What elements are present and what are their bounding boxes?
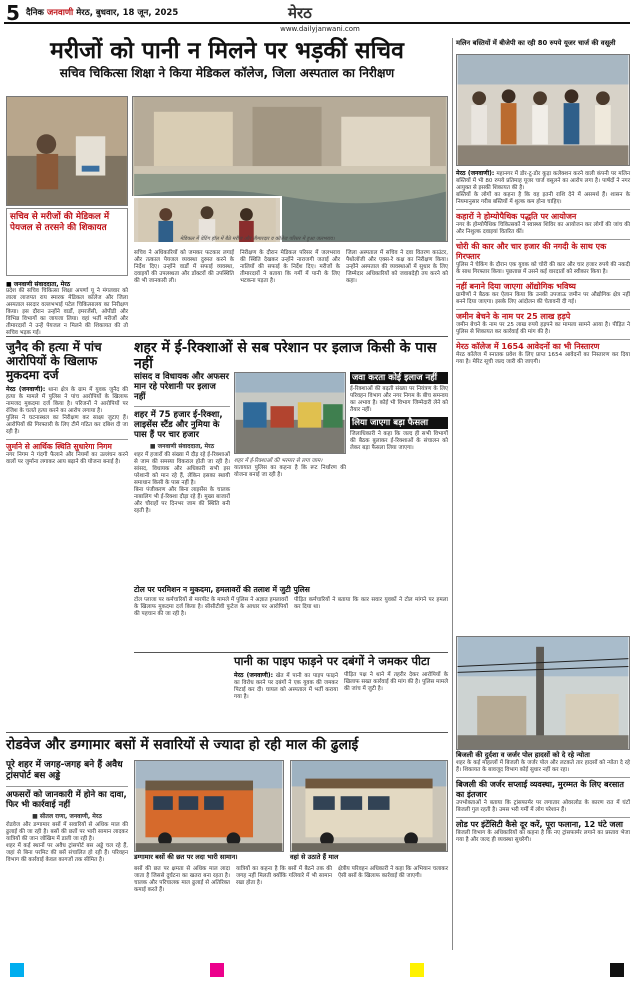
pipe-dateline: मेरठ (जनवाणी): xyxy=(234,672,274,679)
erickshaw-center-col xyxy=(234,458,346,582)
right-top-body xyxy=(456,170,630,630)
right-top-head-6: मेरठ कॉलेज में 1654 आवेदनों का भी निस्तारण xyxy=(456,339,630,352)
lead-byline: ■ जनवाणी संवाददाता, मेरठ xyxy=(6,281,71,288)
right-top-dateline: मेरठ (जनवाणी): xyxy=(456,170,495,177)
buses-para-4: यात्रियों का कहना है कि बसों में बैठने तक की जगह नहीं मिलती क्योंकि गलियारे में भी सामान रखा होता है। xyxy=(236,866,332,886)
buses-side-head: पूरे शहर में जगह-जगह बने हैं अवैध ट्रांसपोर्ट बस अड्डे xyxy=(6,760,123,781)
print-registration-bar xyxy=(0,960,634,980)
lead-side-headline: सचिव से मरीजों की मेडिकल में पेयजल से तरसने की शिकायत xyxy=(10,212,110,233)
erickshaw-right-col xyxy=(350,372,448,582)
buses-photo-1 xyxy=(134,760,284,852)
right-top-para-6: जमीन बेचने के नाम पर 25 लाख रुपये हड़पने का मामला सामने आया है। पीड़ित ने पुलिस से शिकायत कर कार्रवाई की मांग की है। xyxy=(456,322,630,335)
buses-photo1-caption: डग्गामार बसों की छत पर लदा भारी सामान। xyxy=(134,853,238,861)
erickshaw-quote: शहर में 75 हजार ई-रिक्शा, लाइसेंस स्टैंड और नुमिया के पास हैं पर चार हजार xyxy=(134,406,230,440)
junaid-para-2: पुलिस ने घटनास्थल का निरीक्षण कर साक्ष्य जुटाए हैं। आरोपियों की गिरफ्तारी के लिए टीमें गठित कर दबिश दी जा रही है। xyxy=(6,415,128,435)
buses-para-3: बसों की छत पर क्षमता से अधिक माल लादा जाता है जिससे दुर्घटना का खतरा बना रहता है। चालक और परिचालक माल ढुलाई से अतिरिक्त कमाई करते हैं। xyxy=(134,866,230,893)
erickshaw-byline: ■ जनवाणी संवाददाता, मेरठ xyxy=(149,443,215,450)
lead-para-1: प्रदेश की सचिव चिकित्सा शिक्षा अपर्णा यू ने मंगलवार को लाला लाजपत राय स्मारक मेडिकल कॉलेज और जिला अस्पताल सरदार वल्लभभाई पटेल चिकित्सालय का निरीक्षण किया। इस दौरान उन्होंने वार्डों, इमरजेंसी, ओपीडी और विभिन्न विभागों का जायजा लिया। वहां भर्ती मरीजों और तीमारदारों ने उन्हें पेयजल न मिलने की शिकायत की तो सचिव भड़क गईं। xyxy=(6,288,128,336)
paper-name: जनवाणी xyxy=(46,8,74,18)
right-top-head-2: कहारों ने होम्योपैथिक पद्धति पर आयोजन xyxy=(456,209,630,222)
erickshaw-right-head: जवा करता कोई इलाज नहीं xyxy=(350,372,448,384)
paper-prefix: दैनिक xyxy=(26,8,44,18)
lead-body-col4 xyxy=(346,250,448,332)
right-top-para-2: बस्तियों के लोगों का कहना है कि वह इतनी राशि देने में असमर्थ हैं। शासन के नियमानुसार गरीब बस्तियों में शुल्क कम होना चाहिए। xyxy=(456,192,630,205)
lead-headline: मरीजों को पानी न मिलने पर भड़कीं सचिव xyxy=(50,37,404,64)
right-top-para-4: पुलिस ने चेकिंग के दौरान एक युवक को चोरी की कार और चार हजार रुपये की नकदी के साथ गिरफ्तार किया। पूछताछ में उसने कई वारदातों को स्वीकार किया है। xyxy=(456,262,630,275)
rule-above-pipe xyxy=(134,652,448,653)
column-divider-right xyxy=(452,38,453,950)
lead-body-col3 xyxy=(240,250,340,332)
buses-para-1: रोडवेज और डग्गामार बसों में सवारियों से अधिक माल की ढुलाई की जा रही है। बसों की छतों पर भारी सामान लादकर यात्रियों की जान जोखिम में डाली जा रही है। xyxy=(6,822,128,842)
buses-photo2-caption-block xyxy=(290,854,448,864)
lead-photo-caption: मेडिकल में वेटिंग हॉल में बैठे मरीज और तीमारदार व कॉलेज परिसर में हुआ जलभराव। xyxy=(180,236,335,242)
rule-above-buses xyxy=(6,732,448,733)
pipe-headline-block xyxy=(234,654,448,670)
right-top-para-7: मेरठ कॉलेज में स्नातक प्रवेश के लिए प्राप्त 1654 आवेदनों का निस्तारण कर दिया गया है। मेरिट सूची जल्द जारी की जाएगी। xyxy=(456,352,630,365)
right-bottom-para-3: बिजली विभाग के अधिकारियों का कहना है कि नए ट्रांसफार्मर लगाने का प्रस्ताव भेजा गया है और जल्द ही व्यवस्था सुधरेगी। xyxy=(456,829,630,843)
erickshaw-photo-caption: शहर में ई-रिक्शाओं की भरमार से लगा जाम। xyxy=(234,458,323,464)
lead-body-col1 xyxy=(6,280,128,336)
pipe-para-2: पीड़ित पक्ष ने थाने में तहरीर देकर आरोपियों के खिलाफ सख्त कार्रवाई की मांग की है। पुलिस मामले की जांच में जुटी है। xyxy=(344,672,448,692)
registration-mark-cyan xyxy=(10,963,24,977)
erickshaw-side-col xyxy=(134,372,230,582)
junaid-story xyxy=(6,340,128,652)
right-bottom-body xyxy=(456,752,630,950)
buses-para-2: शहर में कई स्थानों पर अवैध ट्रांसपोर्ट बस अड्डे चल रहे हैं, जहां से बिना परमिट की बसें संचालित हो रही हैं। परिवहन विभाग की कार्रवाई केवल कागजों तक सीमित है। xyxy=(6,843,128,863)
buses-photo1-caption-block xyxy=(134,854,284,864)
right-top-para-3: नगर के होम्योपैथिक चिकित्सकों ने स्वास्थ्य शिविर का आयोजन कर लोगों की जांच की और निशुल्क दवाइयां वितरित कीं। xyxy=(456,222,630,235)
erickshaw-right-para-2: जिलाधिकारी ने कहा कि जल्द ही सभी विभागों की बैठक बुलाकर ई-रिक्शाओं के संचालन को लेकर बड़ा फैसला लिया जाएगा। xyxy=(350,431,448,451)
erickshaw-right-head-2: लिया जाएगा बड़ा फैसला xyxy=(350,417,448,429)
lead-subheadline: सचिव चिकित्सा शिक्षा ने किया मेडिकल कॉलेज, जिला अस्पताल का निरीक्षण xyxy=(59,65,395,80)
junaid-para-1: थाना क्षेत्र के ग्राम में युवक जुनैद की हत्या के मामले में पुलिस ने पांच आरोपियों के खिलाफ नामजद मुकदमा दर्ज किया है। परिजनों ने आरोपियों पर रंजिश के चलते हत्या करने का आरोप लगाया है। xyxy=(6,387,128,414)
registration-mark-yellow xyxy=(410,963,424,977)
right-top-head-5: जमीन बेचने के नाम पर 25 लाख हड़पे xyxy=(456,309,630,322)
buses-side-head-2: अफसरों को जानकारी में होने का दावा, फिर भी कार्रवाई नहीं xyxy=(6,786,128,810)
section-title: मेरठ xyxy=(288,4,312,22)
lead-side-box xyxy=(6,208,128,276)
buses-para-5: क्षेत्रीय परिवहन अधिकारी ने कहा कि अभियान चलाकर ऐसी बसों के खिलाफ कार्रवाई की जाएगी। xyxy=(338,866,448,879)
junaid-dateline: मेरठ (जनवाणी): xyxy=(6,386,46,393)
erickshaw-para-1: शहर में हजारों की संख्या में दौड़ रहे ई-रिक्शाओं से जाम की समस्या विकराल होती जा रही है। सांसद, विधायक और अधिकारी सभी इस परेशानी को मान रहे हैं, लेकिन इसका स्थायी समाधान किसी के पास नहीं है। xyxy=(134,452,230,486)
pipe-headline: पानी का पाइप फाड़ने पर दबंगों ने जमकर पीटा xyxy=(234,654,430,668)
website-url[interactable]: www.dailyjanwani.com xyxy=(280,25,360,33)
lead-para-3: निरीक्षण के दौरान मेडिकल परिसर में जलभराव की स्थिति देखकर उन्होंने नाराजगी जताई और नालियों की सफाई के निर्देश दिए। मरीजों के तीमारदारों ने बताया कि गर्मी में पानी के लिए भटकना पड़ता है। xyxy=(240,250,340,284)
buses-body-col4 xyxy=(338,866,448,950)
erickshaw-headline: शहर में ई-रिक्शाओं से सब परेशान पर इलाज किसी के पास नहीं xyxy=(134,340,437,372)
buses-byline: ■ सीतल राणा, जनवाणी, मेरठ xyxy=(32,813,102,820)
lead-body-col2 xyxy=(134,250,234,332)
right-bottom-head-2: बिजली की जर्जर सप्लाई व्यवस्था, मुरम्मत के लिए बरसात का इंतजार xyxy=(456,777,630,800)
right-bottom-head-3: लोड पर इंटेंसिटी कैसे दूर करें, पूरा फलाना, 12 घंटे जला xyxy=(456,817,630,830)
lead-para-4: जिला अस्पताल में सचिव ने दवा वितरण काउंटर, पैथोलॉजी और एक्स-रे कक्ष का निरीक्षण किया। उन्होंने अस्पताल की व्यवस्थाओं में सुधार के लिए जिम्मेदार अधिकारियों को जवाबदेही तय करने को कहा। xyxy=(346,250,448,284)
erickshaw-side-head: सांसद व विधायक और अफसर मान रहे परेशानी पर इलाज नहीं xyxy=(134,372,230,402)
right-top-photo-caption: मलिन बस्तियों में बीजेपी का रही 80 रुपये यूजर चार्ज की वसूली xyxy=(456,39,616,47)
right-bottom-para-2: उपभोक्ताओं ने बताया कि ट्रांसफार्मर पर लगातार ओवरलोड के कारण रात में घंटों बिजली गुल रहती है। उमस भरी गर्मी में लोग परेशान हैं। xyxy=(456,799,630,813)
toll-story xyxy=(134,586,448,648)
lead-photo-1 xyxy=(6,96,128,206)
junaid-head-2: जुर्माने से आर्थिक स्थिति सुधारेगा निगम xyxy=(6,439,128,452)
right-bottom-caption: बिजली की दुर्दशा व जर्जर पोल हादसों को दे रहे न्योता xyxy=(456,751,590,759)
pipe-body xyxy=(234,672,448,728)
right-top-photo xyxy=(456,54,630,166)
erickshaw-right-para: ई-रिक्शाओं की बढ़ती संख्या पर नियंत्रण के लिए परिवहन विभाग और नगर निगम के बीच समन्वय का अभाव है। कोई भी विभाग जिम्मेदारी लेने को तैयार नहीं। xyxy=(350,386,448,413)
paper-dateline xyxy=(26,7,178,18)
erickshaw-photo xyxy=(234,372,346,454)
buses-headline: रोडवेज और डग्गामार बसों में सवारियों से ज्यादा हो रही माल की ढुलाई xyxy=(6,737,359,753)
right-top-caption-block xyxy=(456,40,630,52)
right-bottom-photo xyxy=(456,636,630,750)
masthead xyxy=(4,2,630,24)
erickshaw-headline-block xyxy=(134,340,448,372)
lead-para-2: सचिव ने अधिकारियों को जमकर फटकार लगाई और तत्काल पेयजल व्यवस्था दुरुस्त करने के निर्देश दिए। उन्होंने वार्डों में सफाई व्यवस्था, दवाइयों की उपलब्धता और डॉक्टरों की उपस्थिति की भी जानकारी ली। xyxy=(134,250,234,284)
junaid-para-3: नगर निगम ने गंदगी फैलाने और नियमों का उल्लंघन करने वालों पर जुर्माना लगाकर आय बढ़ाने की योजना बनाई है। xyxy=(6,452,128,465)
right-bottom-para-1: शहर के कई मोहल्लों में बिजली के जर्जर पोल और लटकते तार हादसों को न्योता दे रहे हैं। शिकायत के बावजूद विभाग कोई सुधार नहीं कर रहा। xyxy=(456,759,630,773)
issue-date: मेरठ, बुधवार, 18 जून, 2025 xyxy=(76,8,179,18)
buses-photo2-caption: वहां से उठाते हैं माल xyxy=(290,853,339,861)
lead-headline-block xyxy=(6,38,448,92)
toll-para-1: टोल प्लाजा पर कर्मचारियों से मारपीट के मामले में पुलिस ने अज्ञात हमलावरों के खिलाफ मुकदमा दर्ज किया है। सीसीटीवी फुटेज के आधार पर आरोपियों की पहचान की जा रही है। xyxy=(134,596,288,617)
right-top-head-4: नहीं बनाने दिया जाएगा ऑद्योगिक भविष्य xyxy=(456,279,630,292)
registration-mark-magenta xyxy=(210,963,224,977)
right-top-para-1: महानगर में डोर-टू-डोर कूड़ा कलेक्शन करने वाली कंपनी पर मलिन बस्तियों में भी 80 रुपये प्रतिमाह यूजर चार्ज वसूलने का आरोप लगा है। पार्षदों ने नगर आयुक्त से इसकी शिकायत की है। xyxy=(456,171,630,191)
junaid-headline: जुनैद की हत्या में पांच आरोपियों के खिलाफ मुकदमा दर्ज xyxy=(6,340,102,382)
registration-mark-black xyxy=(610,963,624,977)
page-number: 5 xyxy=(6,1,20,25)
buses-side-col xyxy=(6,760,128,950)
erickshaw-para-3: यातायात पुलिस का कहना है कि रूट निर्धारण की योजना बनाई जा रही है। xyxy=(234,465,346,478)
erickshaw-para-2: बिना पंजीकरण और बिना लाइसेंस के चालक नाबालिग भी ई-रिक्शा दौड़ा रहे हैं। मुख्य बाजारों और चौराहों पर दिनभर जाम की स्थिति बनी रहती है। xyxy=(134,487,230,514)
toll-subhead: टोल पर परमिशन न मुकदमा, हमलावरों की तलाश में जुटी पुलिस xyxy=(134,585,310,594)
right-top-head-3: चोरी की कार और चार हजार की नगदी के साथ एक गिरफ्तार xyxy=(456,239,630,262)
buses-body-col2 xyxy=(134,866,230,950)
buses-photo-2 xyxy=(290,760,448,852)
pipe-para-1: खेत में पानी का पाइप फाड़ने का विरोध करने पर दबंगों ने एक युवक की जमकर पिटाई कर दी। घायल को अस्पताल में भर्ती कराया गया है। xyxy=(234,673,338,700)
buses-headline-block xyxy=(6,736,448,758)
toll-para-2: पीड़ित कर्मचारियों ने बताया कि कार सवार युवकों ने टोल मांगने पर हमला कर दिया था। xyxy=(294,596,448,610)
rule-below-lead xyxy=(6,336,448,337)
right-top-para-5: ग्रामीणों ने बैठक कर ऐलान किया कि उनकी उपजाऊ जमीन पर औद्योगिक क्षेत्र नहीं बनने दिया जाएगा। इसके लिए आंदोलन की चेतावनी दी गई। xyxy=(456,292,630,305)
buses-body-col3 xyxy=(236,866,332,950)
